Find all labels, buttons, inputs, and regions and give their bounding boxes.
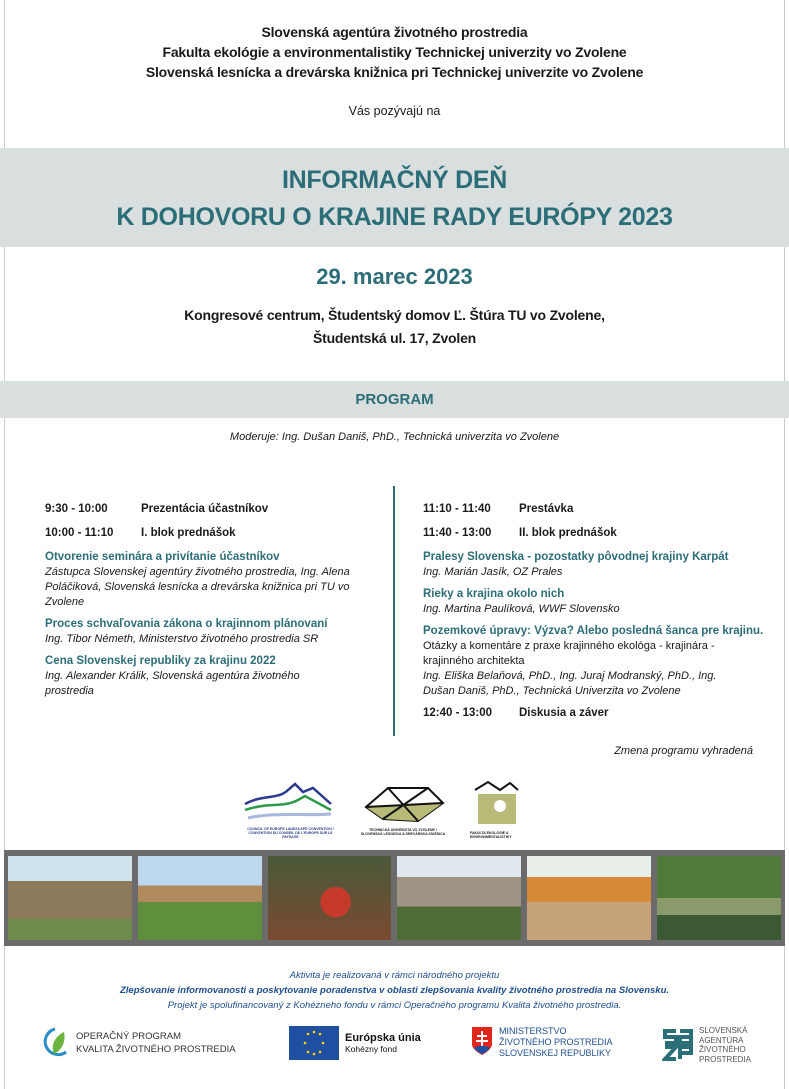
slot-row: 11:10 - 11:40 Prestávka: [423, 503, 574, 515]
project-info: [0, 968, 789, 1013]
program-left-column: [45, 502, 365, 706]
tu-zvolen-logo: TECHNICKÁ UNIVERZITA VO ZVOLENE / SLOVENSKÁ LESNÍCKA A DREVÁRSKA KNIŽNICA: [358, 785, 448, 840]
org-2: Fakulta ekológie a environmentalistiky Technickej univerzity vo Zvolene: [162, 44, 627, 60]
talk: Rieky a krajina okolo nich Ing. Martina Paulíková, WWF Slovensko: [423, 588, 620, 615]
talk: Proces schvaľovania zákona o krajinnom plánovaní Ing. Tibor Németh, Ministerstvo životného prostredia SR: [45, 618, 328, 645]
photo-boardwalk: [527, 856, 651, 940]
program-band: [0, 381, 789, 418]
venue-line-2: Študentská ul. 17, Zvolen: [312, 330, 477, 346]
invite-text: Vás pozývajú na: [348, 104, 441, 118]
photo-garden: [138, 856, 262, 940]
event-date: 29. marec 2023: [316, 264, 473, 289]
program-heading: PROGRAM: [355, 391, 434, 408]
photo-fort: [8, 856, 132, 940]
project-line-2: Zlepšovanie informovanosti a poskytovanie poradenstva v oblasti zlepšovania kvality životného prostredia na Slovensku.: [119, 985, 670, 996]
project-line-3: Projekt je spolufinancovaný z Kohézneho fondu v rámci Operačného programu Kvalita životného prostredia.: [167, 1000, 622, 1011]
eu-logo: Európska únia Kohézny fond: [289, 1026, 421, 1060]
moderator: Moderuje: Ing. Dušan Daniš, PhD., Technická univerzita vo Zvolene: [229, 431, 560, 443]
program-right-column: [423, 502, 768, 730]
org-3: Slovenská lesnícka a drevárska knižnica pri Technickej univerzite vo Zvolene: [145, 64, 644, 80]
slot-row: 9:30 - 10:00 Prezentácia účastníkov: [45, 503, 269, 515]
photo-knights: [268, 856, 392, 940]
talk: Cena Slovenskej republiky za krajinu 2022 Ing. Alexander Králik, Slovenská agentúra životného prostredia: [45, 655, 300, 697]
org-1: Slovenská agentúra životného prostredia: [261, 24, 528, 40]
program-note: Zmena programu vyhradená: [614, 745, 753, 757]
fee-faculty-logo: FAKULTA EKOLÓGIE A ENVIRONMENTALISTIKY: [470, 780, 530, 840]
talk: Otvorenie seminára a privítanie účastníkov Zástupca Slovenskej agentúry životného prostredia, Ing. Alena Poláčiková, Slovenská lesnícka a drevárska knižnica pri TU vo Zvolene: [45, 551, 350, 608]
title-line-1: INFORMAČNÝ DEŇ: [282, 166, 507, 194]
project-line-1: Aktivita je realizovaná v rámci národného projektu: [289, 970, 500, 981]
venue-line-1: Kongresové centrum, Študentský domov Ľ. Štúra TU vo Zvolene,: [184, 307, 605, 323]
slot-row: 12:40 - 13:00 Diskusia a záver: [423, 707, 609, 719]
eu-flag-icon: [289, 1026, 339, 1060]
op-leaf-icon: [40, 1026, 70, 1060]
slot-row: 11:40 - 13:00 II. blok prednášok: [423, 527, 617, 539]
column-divider: [393, 486, 395, 736]
op-kzp-logo: OPERAČNÝ PROGRAM KVALITA ŽIVOTNÉHO PROSTREDIA: [40, 1026, 236, 1060]
coe-landscape-logo: COUNCIL OF EUROPE LANDSCAPE CONVENTION / CONVENTION DU CONSEIL DE L'EUROPE SUR LE PAYSAGE: [243, 782, 338, 837]
photo-watermill: [657, 856, 781, 940]
slovak-coat-of-arms-icon: [471, 1026, 493, 1056]
title-band: [0, 148, 789, 247]
title-line-2: K DOHOVORU O KRAJINE RADY EURÓPY 2023: [116, 203, 673, 231]
organizers: [0, 22, 789, 82]
photo-strip: [4, 850, 785, 946]
talk: Pozemkové úpravy: Výzva? Alebo posledná šanca pre krajinu. Otázky a komentáre z praxe krajinného ekológa - krajinára - krajinného architekta Ing. Eliška Belaňová, PhD., Ing. Juraj Modranský, PhD., Ing. Dušan Daniš, PhD., Technická Univerzita vo Zvolene: [423, 625, 764, 697]
venue: [0, 304, 789, 350]
photo-castle: [397, 856, 521, 940]
sazp-mark-icon: [662, 1028, 694, 1062]
talk: Pralesy Slovenska - pozostatky pôvodnej krajiny Karpát Ing. Marián Jasík, OZ Prales: [423, 551, 729, 578]
slot-row: 10:00 - 11:10 I. blok prednášok: [45, 527, 236, 539]
sazp-logo: SLOVENSKÁ AGENTÚRA ŽIVOTNÉHO PROSTREDIA: [662, 1026, 751, 1064]
ministry-logo: MINISTERSTVO ŽIVOTNÉHO PROSTREDIA SLOVENSKEJ REPUBLIKY: [471, 1026, 613, 1059]
